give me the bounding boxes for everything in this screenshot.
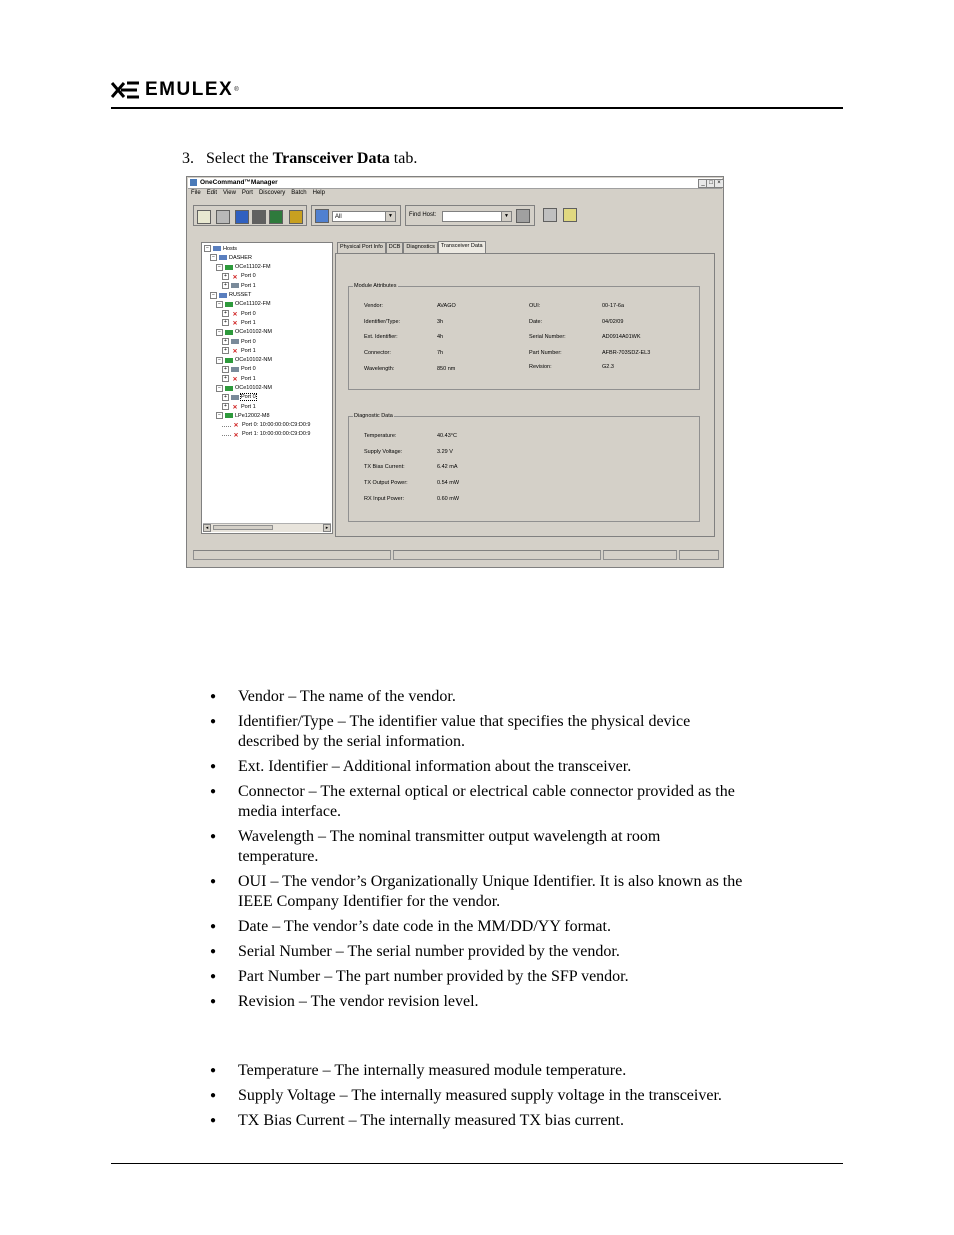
tree-node[interactable] [222, 319, 256, 326]
tab-strip [337, 242, 486, 253]
find-host-select[interactable] [442, 211, 512, 222]
collapse-icon[interactable]: − [210, 254, 217, 261]
tree-node[interactable] [222, 394, 256, 401]
oui-label: OUI: [529, 303, 541, 309]
tab-transceiver-data[interactable]: Transceiver Data [438, 241, 486, 254]
connector-value: 7h [437, 350, 444, 356]
port-up-icon [231, 339, 239, 344]
list-item: ● Wavelength – The nominal transmitter output wavelength at room [210, 828, 661, 845]
tree-horizontal-scrollbar[interactable] [203, 523, 331, 532]
tree-node-label: Port 0 [241, 366, 256, 373]
step-instruction [182, 150, 417, 168]
emulex-logo-mark-icon [111, 81, 141, 99]
tab-diagnostics[interactable]: Diagnostics [403, 242, 437, 253]
adapter-icon [225, 386, 233, 391]
temperature-value: 40.43°C [437, 433, 457, 439]
expand-icon[interactable]: + [222, 273, 229, 280]
identifier-type-label: Identifier/Type: [364, 319, 401, 325]
window-titlebar [188, 178, 722, 189]
vport-view-icon[interactable] [235, 210, 249, 224]
list-item: ● OUI – The vendor’s Organizationally Unique Identifier. It is also known as the [210, 873, 743, 890]
revision-label: Revision: [529, 364, 552, 370]
module-attributes-list [210, 687, 838, 1017]
port-up-icon [231, 283, 239, 288]
tree-connector [222, 423, 231, 427]
collapse-icon[interactable]: − [210, 292, 217, 299]
footer-rule [111, 1163, 843, 1164]
list-item: ● Connector – The external optical or electrical cable connector provided as the [210, 783, 735, 800]
tree-node[interactable] [216, 357, 272, 364]
tx-bias-current-value: 6.42 mA [437, 464, 458, 470]
tree-connector [222, 432, 231, 436]
properties-icon[interactable] [543, 208, 557, 222]
temperature-label: Temperature: [364, 433, 397, 439]
expand-icon[interactable]: + [222, 347, 229, 354]
tree-node[interactable] [222, 347, 256, 354]
tree-node-label: RUSSET [229, 292, 252, 298]
host-view-icon[interactable] [197, 210, 211, 224]
status-bar [193, 550, 721, 561]
scroll-left-icon[interactable]: ◂ [203, 524, 211, 532]
supply-voltage-label: Supply Voltage: [364, 449, 403, 455]
expand-icon[interactable]: + [222, 282, 229, 289]
tree-node[interactable] [222, 366, 256, 373]
menu-bar [191, 190, 325, 199]
menu-file[interactable]: File [191, 190, 201, 196]
list-item: ● Date – The vendor’s date code in the MM/DD/YY format. [210, 918, 611, 935]
menu-discovery[interactable]: Discovery [258, 190, 286, 196]
chevron-down-icon: ▼ [501, 212, 511, 221]
bullet-icon: ● [210, 786, 217, 797]
expand-icon[interactable]: + [222, 366, 229, 373]
step-text-after: tab. [393, 150, 418, 167]
scroll-right-icon[interactable]: ▸ [323, 524, 331, 532]
toolbar-group-find [405, 205, 535, 226]
supply-voltage-value: 3.29 V [437, 449, 453, 455]
tree-node-label: OCe10102-NM [235, 357, 272, 364]
expand-icon[interactable]: + [222, 375, 229, 382]
list-item: ● Part Number – The part number provided by the SFP vendor. [210, 968, 629, 985]
host-icon [219, 255, 227, 260]
scroll-thumb[interactable] [213, 525, 273, 530]
tx-bias-current-label: TX Bias Current: [364, 464, 405, 470]
tree-node-label: Port 1 [241, 403, 256, 410]
collapse-icon[interactable]: − [216, 412, 223, 419]
list-item: ● Vendor – The name of the vendor. [210, 688, 456, 705]
part-number-value: AFBR-703SDZ-EL3 [602, 350, 651, 356]
list-item: ● Temperature – The internally measured module temperature. [210, 1062, 627, 1079]
step-number: 3. [182, 150, 194, 167]
adapter-view-icon[interactable] [252, 210, 266, 224]
list-item: ● Supply Voltage – The internally measured supply voltage in the transceiver. [210, 1087, 722, 1104]
vendor-value: AVAGO [437, 303, 456, 309]
tree-node-label: Port 1: 10:00:00:00:C9:D0:9 [242, 431, 311, 437]
tree-node[interactable] [216, 264, 271, 271]
discovery-tree [201, 242, 333, 534]
expand-icon[interactable]: + [222, 319, 229, 326]
tree-node-label: Port 1 [241, 319, 256, 326]
bullet-icon: ● [210, 876, 217, 887]
list-item: ● Serial Number – The serial number provided by the vendor. [210, 943, 620, 960]
toolbar-group-views [193, 205, 307, 226]
expand-icon[interactable]: + [222, 403, 229, 410]
port-down-icon: ✕ [232, 321, 238, 328]
part-number-label: Part Number: [529, 350, 562, 356]
tree-node[interactable] [222, 310, 256, 317]
bullet-icon: ● [210, 761, 217, 772]
bullet-icon: ● [210, 1090, 217, 1101]
collapse-icon[interactable]: − [216, 357, 223, 364]
vendor-label: Vendor: [364, 303, 383, 309]
wavelength-label: Wavelength: [364, 366, 395, 372]
bullet-icon: ● [210, 971, 217, 982]
oui-value: 00-17-6a [602, 303, 625, 309]
tree-node[interactable] [210, 292, 251, 299]
menu-batch[interactable]: Batch [291, 190, 307, 196]
tree-node-label: Port 1 [241, 347, 256, 354]
brand-name: EMULEX [145, 79, 234, 100]
expand-icon[interactable]: + [222, 338, 229, 345]
tree-node[interactable] [216, 329, 272, 336]
maximize-button[interactable]: □ [706, 179, 716, 188]
filter-select[interactable] [332, 211, 396, 222]
diagnostic-data-list [210, 1061, 838, 1131]
tree-node[interactable] [204, 245, 237, 252]
port-down-icon: ✕ [232, 312, 238, 319]
bullet-icon: ● [210, 921, 217, 932]
help-icon[interactable] [563, 208, 577, 222]
fabric-view-icon[interactable] [216, 210, 230, 224]
list-item: ● TX Bias Current – The internally measured TX bias current. [210, 1112, 624, 1129]
tree-node-label: Hosts [223, 245, 238, 252]
bullet-icon: ● [210, 1065, 217, 1076]
toolbar [191, 204, 721, 228]
port-down-icon: ✕ [232, 274, 238, 281]
tree-node[interactable] [222, 403, 256, 410]
bullet-icon: ● [210, 716, 217, 727]
tree-node-label: Port 1 [241, 375, 256, 382]
host-icon [213, 246, 221, 251]
adapter-icon [225, 358, 233, 363]
tree-node-label: Port 1 [241, 282, 256, 289]
diagnostic-data-group [348, 413, 700, 522]
ext-identifier-value: 4h [437, 334, 444, 340]
tree-node-label: Port 0 [241, 338, 256, 345]
status-pane-1 [193, 550, 391, 560]
menu-view[interactable]: View [223, 190, 236, 196]
status-pane-2 [393, 550, 601, 560]
tree-node[interactable] [222, 338, 256, 345]
tab-dcb[interactable]: DCB [386, 242, 404, 253]
expand-icon[interactable]: + [222, 394, 229, 401]
tree-node-label: Port 0 [241, 273, 256, 280]
tree-node-label: Port 0 [241, 310, 256, 317]
port-down-icon: ✕ [233, 423, 239, 430]
status-pane-4 [679, 550, 719, 560]
find-icon[interactable] [516, 209, 530, 223]
tree-node[interactable] [222, 273, 256, 280]
rx-input-power-value: 0.60 mW [437, 496, 460, 502]
tree-node-label: Port 0: 10:00:00:00:C9:D0:9 [242, 421, 311, 428]
tree-node[interactable] [222, 431, 311, 437]
discovery-icon[interactable] [289, 210, 303, 224]
list-item: ● Identifier/Type – The identifier value that specifies the physical device [210, 713, 691, 730]
onecommand-window [186, 176, 724, 568]
tree-node-label: LPe12002-M8 [235, 412, 270, 419]
header-rule [111, 107, 843, 109]
list-item-continuation: described by the serial information. [238, 733, 466, 750]
adapter-icon [225, 302, 233, 307]
status-pane-3 [603, 550, 677, 560]
identifier-type-value: 3h [437, 319, 444, 325]
collapse-icon[interactable]: − [216, 329, 223, 336]
window-title: OneCommand™Manager [200, 179, 278, 186]
bullet-icon: ● [210, 831, 217, 842]
tree-node-label: OCe10102-NM [235, 329, 272, 336]
refresh-icon[interactable] [315, 209, 329, 223]
port-down-icon: ✕ [232, 377, 238, 384]
minimize-button[interactable]: _ [698, 179, 708, 188]
step-bold: Transceiver Data [272, 150, 390, 167]
collapse-icon[interactable]: − [216, 264, 223, 271]
list-item: ● Revision – The vendor revision level. [210, 993, 479, 1010]
tree-node[interactable] [216, 301, 271, 308]
host-icon [219, 293, 227, 298]
bullet-icon: ● [210, 946, 217, 957]
adapter-icon [225, 330, 233, 335]
collapse-icon[interactable]: − [204, 245, 211, 252]
port-up-icon [231, 367, 239, 372]
tree-node-label: OCe11102-FM [235, 301, 271, 308]
adapter-icon [225, 265, 233, 270]
app-icon [190, 179, 197, 186]
serial-number-label: Serial Number: [529, 334, 566, 340]
adapter-icon [225, 413, 233, 418]
emulex-logo [111, 80, 239, 100]
tree-node[interactable] [216, 385, 272, 392]
ext-identifier-label: Ext. Identifier: [364, 334, 398, 340]
port-view-icon[interactable] [269, 210, 283, 224]
port-down-icon: ✕ [233, 432, 239, 439]
tree-node[interactable] [210, 254, 252, 261]
port-down-icon: ✕ [232, 405, 238, 412]
tree-node-label: OCe10102-NM [235, 385, 272, 391]
menu-edit[interactable]: Edit [206, 190, 218, 196]
module-attributes-title: Module Attributes [354, 283, 397, 289]
date-label: Date: [529, 319, 543, 325]
transceiver-data-panel [335, 253, 715, 537]
step-text-before: Select the [206, 150, 269, 167]
bullet-icon: ● [210, 996, 217, 1007]
tree-node[interactable] [222, 282, 256, 289]
collapse-icon[interactable]: − [216, 385, 223, 392]
module-attributes-group [348, 283, 700, 390]
close-button[interactable]: × [714, 179, 724, 188]
filter-value: All [335, 214, 342, 220]
rx-input-power-label: RX Input Power: [364, 496, 405, 502]
tree-node-label: DASHER [229, 254, 252, 261]
revision-value: G2.3 [602, 364, 614, 370]
trademark: ® [234, 87, 239, 93]
tx-output-power-label: TX Output Power: [364, 480, 408, 486]
tree-node[interactable] [222, 422, 311, 428]
list-item-continuation: IEEE Company Identifier for the vendor. [238, 893, 501, 910]
tree-node-label: OCe11102-FM [235, 264, 271, 271]
menu-help[interactable]: Help [312, 190, 325, 196]
expand-icon[interactable]: + [222, 310, 229, 317]
connector-label: Connector: [364, 350, 391, 356]
date-value: 04/02/09 [602, 319, 624, 325]
tree-node[interactable] [222, 375, 256, 382]
port-down-icon: ✕ [232, 349, 238, 356]
bullet-icon: ● [210, 1115, 217, 1126]
tree-node[interactable] [216, 412, 270, 419]
tree-node-label: Port 0 [241, 394, 256, 401]
serial-number-value: AD0914A01WK [602, 334, 641, 340]
find-host-label: Find Host: [409, 212, 437, 218]
wavelength-value: 850 nm [437, 366, 456, 372]
toolbar-group-filter [311, 205, 401, 226]
port-up-icon [231, 395, 239, 400]
bullet-icon: ● [210, 691, 217, 702]
tab-physical-port-info[interactable]: Physical Port Info [337, 242, 386, 253]
diagnostic-data-title: Diagnostic Data [354, 413, 393, 419]
tx-output-power-value: 0.54 mW [437, 480, 460, 486]
menu-port[interactable]: Port [241, 190, 253, 196]
list-item: ● Ext. Identifier – Additional information about the transceiver. [210, 758, 632, 775]
list-item-continuation: temperature. [238, 848, 319, 865]
collapse-icon[interactable]: − [216, 301, 223, 308]
list-item-continuation: media interface. [238, 803, 342, 820]
chevron-down-icon: ▼ [385, 212, 395, 221]
